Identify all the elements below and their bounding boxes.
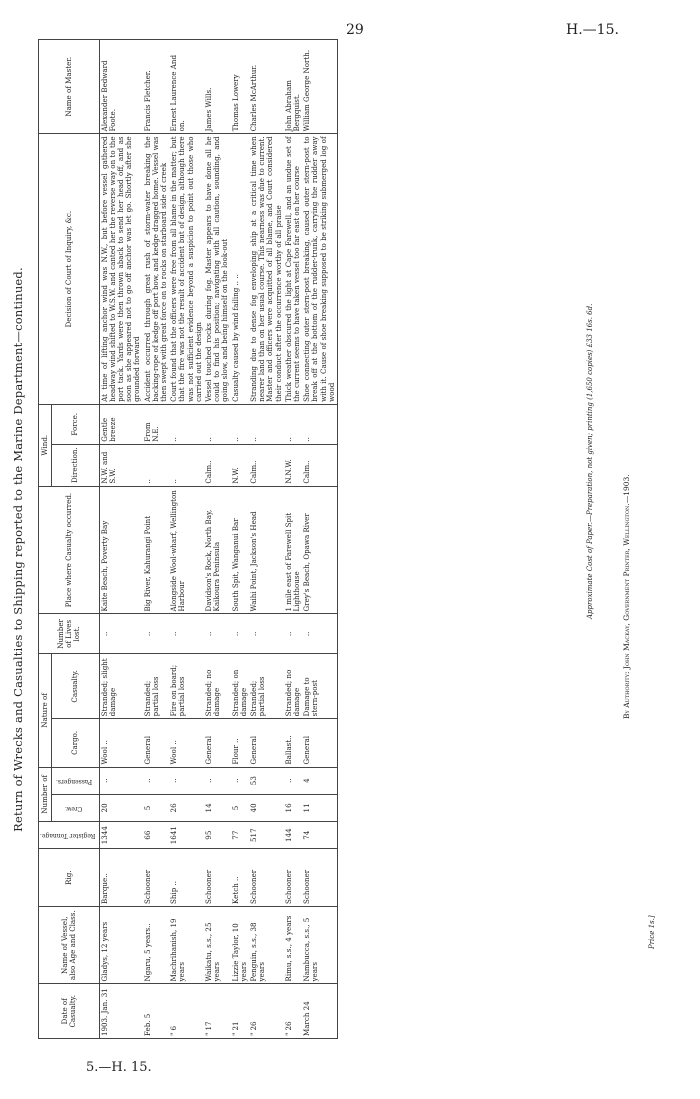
paper-code: H.—15.	[566, 22, 619, 38]
cell-place: Davidson's Rock, North Bay, Kaikoura Peninsula	[204, 486, 231, 614]
wrecks-table	[38, 39, 338, 1039]
col-tonnage: Register Tonnage.	[39, 822, 100, 849]
cell-crew: 14	[204, 794, 231, 821]
cell-lives: ..	[169, 614, 204, 654]
cell-rig: Barque..	[99, 849, 143, 907]
col-place: Place where Casualty occurred.	[39, 486, 100, 614]
cell-vessel: Lizzie Taylor, 10 years	[231, 906, 249, 984]
col-vessel: Name of Vessel, also Age and Class.	[39, 906, 100, 984]
cell-lives: ..	[231, 614, 249, 654]
cell-lives: ..	[284, 614, 302, 654]
cell-decision: Shoe connecting outer stern-post breaking, caused outer stern-post to break off at the bottom of the rudder-trunk, carrying the rudder away with it. Cause of shoe breaking supposed to be striking submerged log of wood	[302, 134, 337, 404]
cell-tonnage: 77	[231, 822, 249, 849]
cell-decision: Thick weather obscured the light at Cape Farewell, and an undue set of the current seems to have taken vessel too far east on her course	[284, 134, 302, 404]
cell-decision: Stranding due to dense fog enveloping ship at a critical time when nearer land than on her usual course. This nearness was due to current. Master and officers were acquitted of all blame, and Court considered their conduct after the occurrence worthy of all praise	[249, 134, 284, 404]
cell-casualty: Stranded; on damage	[231, 654, 249, 719]
cell-master: James Wills.	[204, 40, 231, 134]
table-row	[169, 40, 204, 1039]
cell-cargo: General	[143, 719, 170, 767]
cell-master: Charles McArthur.	[249, 40, 284, 134]
cell-cargo: General	[302, 719, 337, 767]
cell-date: March 24	[302, 984, 337, 1039]
cell-passengers: ..	[204, 767, 231, 794]
page-number: 29	[346, 22, 364, 38]
col-casualty: Casualty.	[51, 654, 99, 719]
cell-direction: Calm..	[204, 444, 231, 486]
cell-force: ..	[231, 404, 249, 444]
table-row	[231, 40, 249, 1039]
cost-footnote: Approximate Cost of Paper.—Preparation, not given; printing (1,650 copies) £33 16s. 6d.	[586, 303, 594, 619]
cell-direction: ..	[169, 444, 204, 486]
cell-casualty: Stranded; no damage	[204, 654, 231, 719]
cell-decision: Court found that the officers were free from all blame in the matter; but that the fire was not the result of accident but of design, although there was not sufficient evidence beyond a suspicion to point out those who carried out the design	[169, 134, 204, 404]
cell-passengers: ..	[231, 767, 249, 794]
cell-passengers: ..	[284, 767, 302, 794]
cell-casualty: Stranded; partial loss	[143, 654, 170, 719]
cell-place: Grey's Beach, Opawa River	[302, 486, 337, 614]
cell-vessel: Machrihanish, 19 years	[169, 906, 204, 984]
cell-cargo: Flour ..	[231, 719, 249, 767]
cell-tonnage: 74	[302, 822, 337, 849]
col-rig: Rig.	[39, 849, 100, 907]
cell-casualty: Stranded; no damage	[284, 654, 302, 719]
cell-vessel: Waikatu, s.s., 25 years	[204, 906, 231, 984]
cell-master: John Abraham Bergquist.	[284, 40, 302, 134]
cell-cargo: Ballast..	[284, 719, 302, 767]
col-decision: Decision of Court of Inquiry, &c.	[39, 134, 100, 404]
cell-master: Ernest Laurence And on.	[169, 40, 204, 134]
cell-date: " 21	[231, 984, 249, 1039]
cell-tonnage: 95	[204, 822, 231, 849]
cell-master: Thomas Lowery	[231, 40, 249, 134]
cell-crew: 5	[143, 794, 170, 821]
cell-place: Kaite Beach, Poverty Bay	[99, 486, 143, 614]
document-title: Return of Wrecks and Casualties to Shipping reported to the Marine Department—continued.	[11, 267, 25, 832]
cell-date: " 17	[204, 984, 231, 1039]
price: Price 1s.]	[648, 915, 656, 949]
cell-rig: Schooner	[249, 849, 284, 907]
col-passengers: Passengers.	[51, 767, 99, 794]
cell-date: " 6	[169, 984, 204, 1039]
cell-crew: 26	[169, 794, 204, 821]
cell-rig: Ketch ..	[231, 849, 249, 907]
cell-force: From N.E.	[143, 404, 170, 444]
cell-crew: 20	[99, 794, 143, 821]
cell-crew: 5	[231, 794, 249, 821]
cell-decision: Casualty caused by wind failing .. ..	[231, 134, 249, 404]
cell-decision: Accident occurred through great rush of storm-water breaking the backing-rope of kedge off port bow, and kedge dragged home. Vessel was then swept with great force on to rocks on starboard side of creek	[143, 134, 170, 404]
cell-date: " 26	[249, 984, 284, 1039]
cell-date: Feb. 5	[143, 984, 170, 1039]
cell-master: William George North.	[302, 40, 337, 134]
cell-vessel: Nambucca, s.s., 5 years	[302, 906, 337, 984]
cell-place: 1 mile east of Farewell Spit Lighthouse	[284, 486, 302, 614]
cell-vessel: Penguin, s.s., 38 years	[249, 906, 284, 984]
table-row	[143, 40, 170, 1039]
cell-decision: At time of lifting anchor wind was N.W., but before vessel gathered headway wind shifted to W.S.W. and canted her the reverse way on to the port tack. Yards were then thrown aback to send her head off, and as soon as she appeared not to go off anchor was let go. Shortly after she grounded forward	[99, 134, 143, 404]
cell-passengers: 53	[249, 767, 284, 794]
cell-place: South Spit, Wanganui Bar	[231, 486, 249, 614]
cell-crew: 40	[249, 794, 284, 821]
cell-casualty: Damage to stern-post	[302, 654, 337, 719]
col-force: Force.	[51, 404, 99, 444]
cell-rig: Schooner	[302, 849, 337, 907]
table-row	[204, 40, 231, 1039]
cell-lives: ..	[99, 614, 143, 654]
cell-force: ..	[204, 404, 231, 444]
col-lives-lost: Number of Lives lost.	[39, 614, 100, 654]
cell-lives: ..	[302, 614, 337, 654]
cell-direction: N.W.	[231, 444, 249, 486]
cell-tonnage: 1344	[99, 822, 143, 849]
cell-rig: Ship ..	[169, 849, 204, 907]
cell-crew: 11	[302, 794, 337, 821]
table-row	[302, 40, 337, 1039]
cell-rig: Schooner	[204, 849, 231, 907]
cell-casualty: Fire on board; partial loss	[169, 654, 204, 719]
cell-casualty: Stranded; slight damage	[99, 654, 143, 719]
col-nature-of: Nature of	[39, 654, 52, 767]
cell-direction: Calm..	[249, 444, 284, 486]
cell-vessel: Gladys, 12 years	[99, 906, 143, 984]
cell-place: Alongside Wool-wharf, Wellington Harbour	[169, 486, 204, 614]
cell-passengers: ..	[143, 767, 170, 794]
cell-crew: 16	[284, 794, 302, 821]
cell-tonnage: 144	[284, 822, 302, 849]
cell-cargo: General	[204, 719, 231, 767]
cell-lives: ..	[143, 614, 170, 654]
col-direction: Direction.	[51, 444, 99, 486]
cell-force: Gentle breeze	[99, 404, 143, 444]
cell-master: Francis Fletcher.	[143, 40, 170, 134]
cell-force: ..	[249, 404, 284, 444]
cell-decision: Vessel touched rocks during fog. Master appears to have done all he could to find his position; navigating with all caution, sounding, and going slow, and being himself on the look-out	[204, 134, 231, 404]
cell-passengers: ..	[99, 767, 143, 794]
cell-cargo: General	[249, 719, 284, 767]
cell-direction: ..	[143, 444, 170, 486]
cell-force: ..	[284, 404, 302, 444]
cell-direction: N.N.W.	[284, 444, 302, 486]
cell-place: Big River, Kahurangi Point	[143, 486, 170, 614]
cell-lives: ..	[249, 614, 284, 654]
cell-vessel: Rimu, s.s., 4 years	[284, 906, 302, 984]
cell-direction: Calm..	[302, 444, 337, 486]
cell-master: Alexander Bedward Foote.	[99, 40, 143, 134]
cell-rig: Schooner	[143, 849, 170, 907]
cell-tonnage: 517	[249, 822, 284, 849]
cell-cargo: Wool ..	[99, 719, 143, 767]
col-master: Name of Master.	[39, 40, 100, 134]
table-row	[99, 40, 143, 1039]
printer-authority: By Authority: John Mackay, Government Printer, Wellington.—1903.	[622, 474, 631, 719]
bottom-paper-code: 5.—H. 15.	[86, 1060, 152, 1075]
cell-date: " 26	[284, 984, 302, 1039]
cell-cargo: Wool ..	[169, 719, 204, 767]
cell-force: ..	[169, 404, 204, 444]
cell-date: 1903. Jan. 31	[99, 984, 143, 1039]
cell-tonnage: 66	[143, 822, 170, 849]
cell-lives: ..	[204, 614, 231, 654]
cell-direction: N.W. and S.W.	[99, 444, 143, 486]
cell-rig: Schooner	[284, 849, 302, 907]
cell-passengers: ..	[169, 767, 204, 794]
col-wind: Wind.	[39, 404, 52, 486]
cell-place: Waihi Point, Jackson's Head	[249, 486, 284, 614]
cell-casualty: Stranded; partial loss	[249, 654, 284, 719]
col-crew: Crew.	[51, 794, 99, 821]
table-row	[249, 40, 284, 1039]
col-number-of: Number of	[39, 767, 52, 822]
col-date: Date of Casualty.	[39, 984, 100, 1039]
table-row	[284, 40, 302, 1039]
cell-vessel: Ngaru, 5 years..	[143, 906, 170, 984]
cell-tonnage: 1641	[169, 822, 204, 849]
cell-passengers: 4	[302, 767, 337, 794]
cell-force: ..	[302, 404, 337, 444]
col-cargo: Cargo.	[51, 719, 99, 767]
